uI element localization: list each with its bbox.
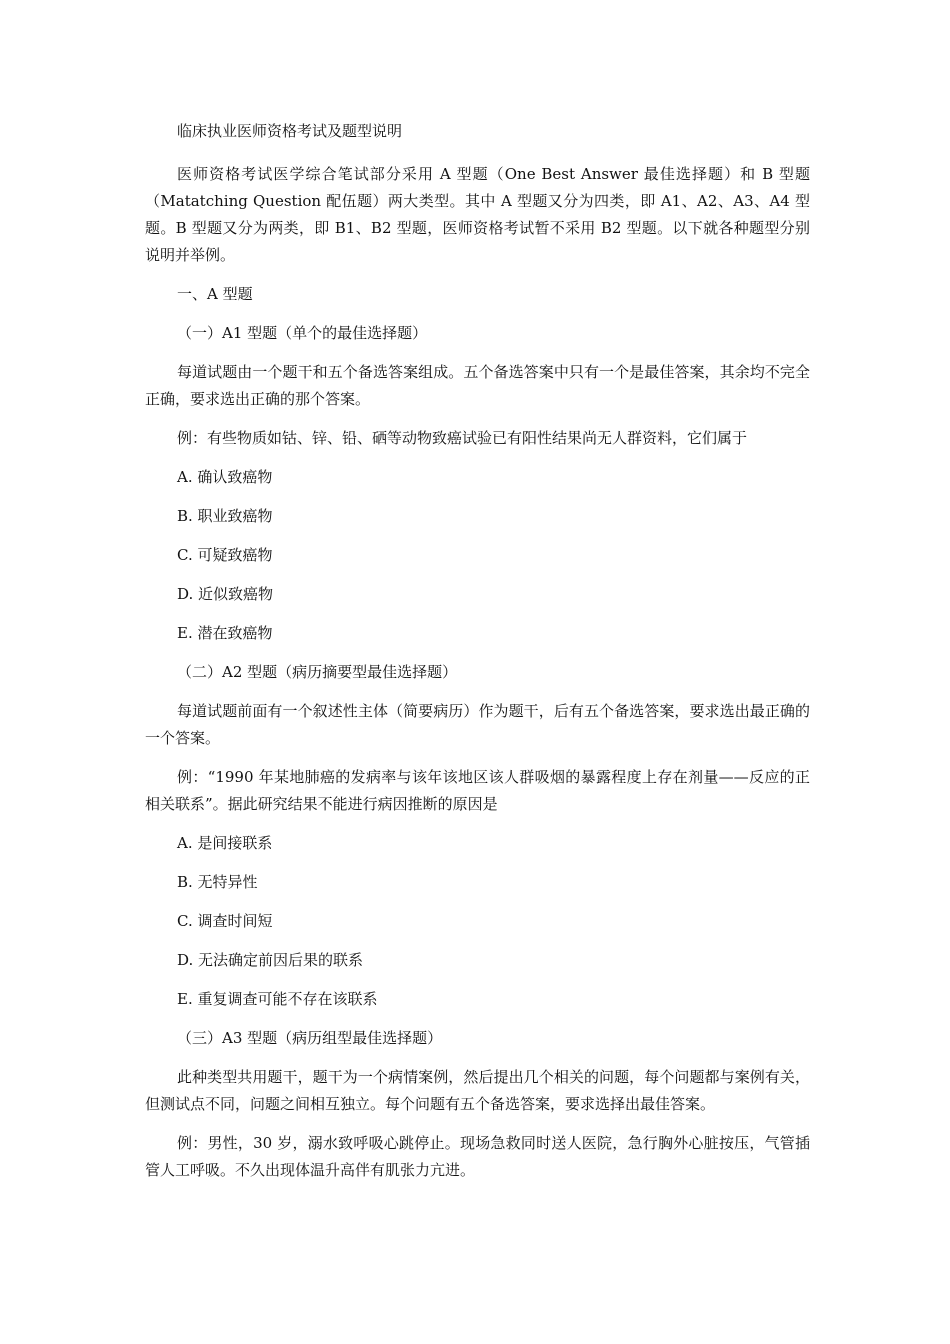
document-page — [145, 118, 810, 1196]
a2-example: 例：“1990 年某地肺癌的发病率与该年该地区该人群吸烟的暴露程度上存在剂量——反应的正相关联系”。据此研究结果不能进行病因推断的原因是 — [145, 768, 810, 813]
section-a-heading: 一、A 型题 — [177, 285, 253, 303]
a1-option: C. 可疑致癌物 — [177, 546, 273, 564]
intro-paragraph: 医师资格考试医学综合笔试部分采用 A 型题（One Best Answer 最佳选择题）和 B 型题（Matatching Question 配伍题）两大类型。其中 A 型题又分为四类，即 A1、A2、A3、A4 型题。B 型题又分为两类，即 B1、B2 型题，医师资格考试暂不采用 B2 型题。以下就各种题型分别说明并举例。 — [145, 165, 810, 264]
a1-heading: （一）A1 型题（单个的最佳选择题） — [177, 324, 428, 342]
a2-description: 每道试题前面有一个叙述性主体（简要病历）作为题干，后有五个备选答案，要求选出最正确的一个答案。 — [145, 702, 810, 747]
a2-option: D. 无法确定前因后果的联系 — [177, 951, 364, 969]
a2-option: A. 是间接联系 — [177, 834, 273, 852]
document-title: 临床执业医师资格考试及题型说明 — [177, 122, 403, 140]
a3-heading: （三）A3 型题（病历组型最佳选择题） — [177, 1029, 443, 1047]
a1-option: B. 职业致癌物 — [177, 507, 273, 525]
a1-example: 例：有些物质如钴、锌、铅、硒等动物致癌试验已有阳性结果尚无人群资料，它们属于 — [177, 429, 748, 447]
a1-option: E. 潜在致癌物 — [177, 624, 273, 642]
a3-example: 例：男性，30 岁，溺水致呼吸心跳停止。现场急救同时送人医院，急行胸外心脏按压，气管插管人工呼吸。不久出现体温升高伴有肌张力亢进。 — [145, 1134, 810, 1179]
a2-heading: （二）A2 型题（病历摘要型最佳选择题） — [177, 663, 458, 681]
a1-description: 每道试题由一个题干和五个备选答案组成。五个备选答案中只有一个是最佳答案，其余均不完全正确，要求选出正确的那个答案。 — [145, 363, 810, 408]
a2-option: B. 无特异性 — [177, 873, 258, 891]
a2-option: E. 重复调查可能不存在该联系 — [177, 990, 378, 1008]
a3-description: 此种类型共用题干，题干为一个病情案例，然后提出几个相关的问题，每个问题都与案例有关，但测试点不同，问题之间相互独立。每个问题有五个备选答案，要求选择出最佳答案。 — [145, 1068, 810, 1113]
a2-option: C. 调查时间短 — [177, 912, 273, 930]
a1-option: D. 近似致癌物 — [177, 585, 274, 603]
a1-option: A. 确认致癌物 — [177, 468, 273, 486]
